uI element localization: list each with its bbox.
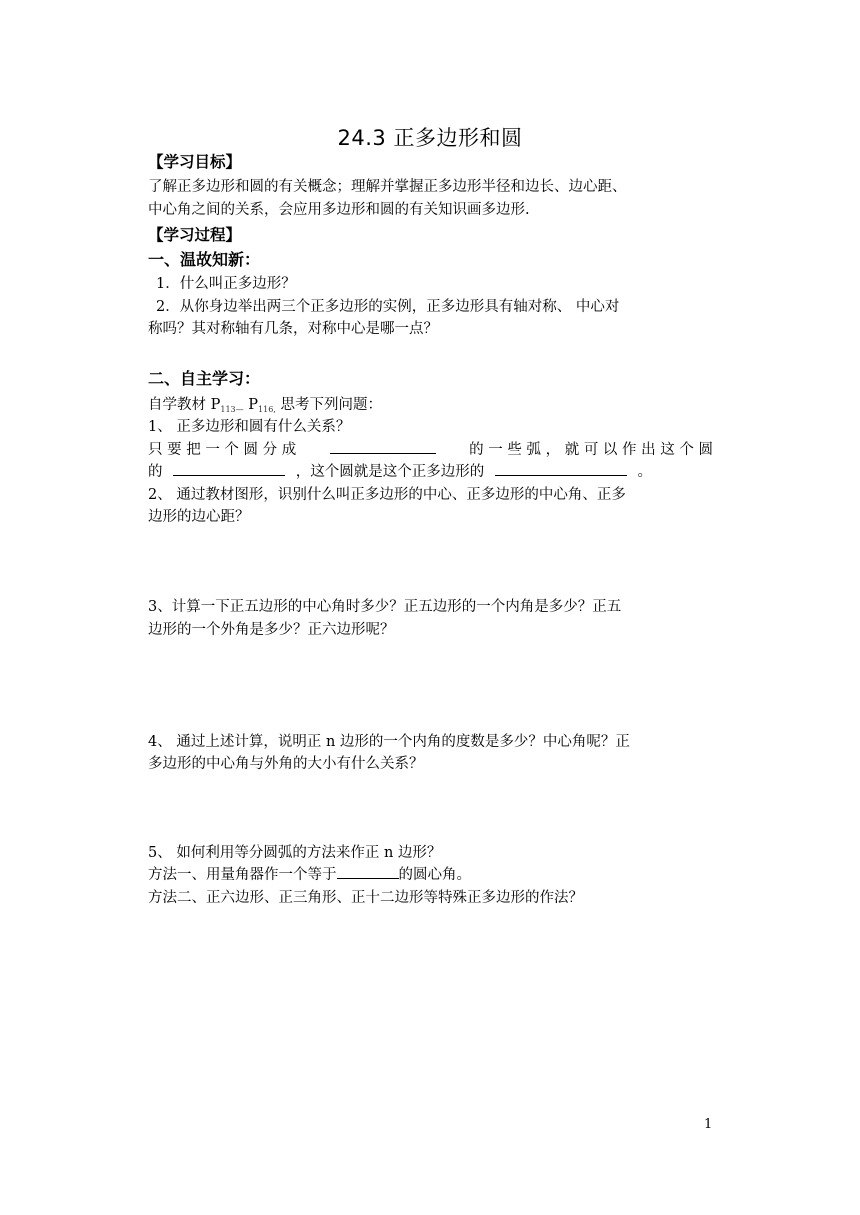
page-number: 1 <box>704 1117 713 1132</box>
question-4-line-2: 多边形的中心角与外角的大小有什么关系？ <box>148 756 424 772</box>
selfstudy-line <box>148 394 713 418</box>
question-1-fill-b: 的 一 些 弧 ， 就 可 以 作 出 这 个 圆 <box>469 442 713 458</box>
selfstudy-mid: P <box>243 397 259 413</box>
section-goals-heading: 【学习目标】 <box>148 153 242 171</box>
page-title: 24.3 正多边形和圆 <box>337 126 523 150</box>
part1-question-2-line-2: 称吗？其对称轴有几条，对称中心是哪一点？ <box>148 321 438 337</box>
blank-central-angle[interactable] <box>337 864 399 879</box>
part1-question-2-line-1: 2．从你身边举出两三个正多边形的实例，正多边形具有轴对称、 中心对 <box>156 299 620 315</box>
selfstudy-page-end: 116, <box>258 405 276 414</box>
method-2-line: 方法二、正六边形、正三角形、正十二边形等特殊正多边形的作法？ <box>148 890 583 906</box>
blank-arc-count[interactable] <box>330 439 436 454</box>
question-3-line-1: 3、计算一下正五边形的中心角时多少？正五边形的一个内角是多少？正五 <box>148 599 622 615</box>
question-4-line-1: 4、 通过上述计算，说明正 n 边形的一个内角的度数是多少？中心角呢？正 <box>148 734 630 750</box>
section-process-heading: 【学习过程】 <box>148 226 242 244</box>
part1-question-1: 1．什么叫正多边形？ <box>156 276 296 292</box>
question-1-fill-e: 。 <box>637 464 652 480</box>
question-3-line-2: 边形的一个外角是多少？正六边形呢？ <box>148 622 395 638</box>
question-1: 1、 正多边形和圆有什么关系？ <box>148 419 351 435</box>
blank-circumscribed[interactable] <box>495 461 627 476</box>
goals-text-2: 中心角之间的关系，会应用多边形和圆的有关知识画多边形. <box>148 202 530 218</box>
method-1-text-b: 的圆心角。 <box>398 867 471 883</box>
selfstudy-page-start: 113— <box>220 405 244 414</box>
selfstudy-suffix: 思考下列问题： <box>275 397 382 413</box>
part1-heading: 一、温故知新： <box>148 250 261 269</box>
question-1-fill-c: 的 <box>148 464 163 480</box>
part2-heading: 二、自主学习： <box>148 369 261 388</box>
question-1-fill-d: ，这个圆就是这个正多边形的 <box>295 464 485 480</box>
question-2-line-1: 2、 通过教材图形，识别什么叫正多边形的中心、正多边形的中心角、正多 <box>148 487 626 503</box>
method-1-line <box>148 864 713 886</box>
question-2-line-2: 边形的边心距？ <box>148 509 250 525</box>
blank-inscribed[interactable] <box>173 461 285 476</box>
selfstudy-prefix: 自学教材 P <box>148 397 221 413</box>
method-1-text-a: 方法一、用量角器作一个等于 <box>148 867 337 883</box>
question-5: 5、 如何利用等分圆弧的方法来作正 n 边形？ <box>148 845 442 861</box>
question-1-fill-a: 只 要 把 一 个 圆 分 成 <box>148 442 297 458</box>
question-1-fill-line-2 <box>148 461 713 483</box>
question-1-fill-line-1 <box>148 439 713 461</box>
goals-text-1: 了解正多边形和圆的有关概念；理解并掌握正多边形半径和边长、边心距、 <box>148 179 627 195</box>
